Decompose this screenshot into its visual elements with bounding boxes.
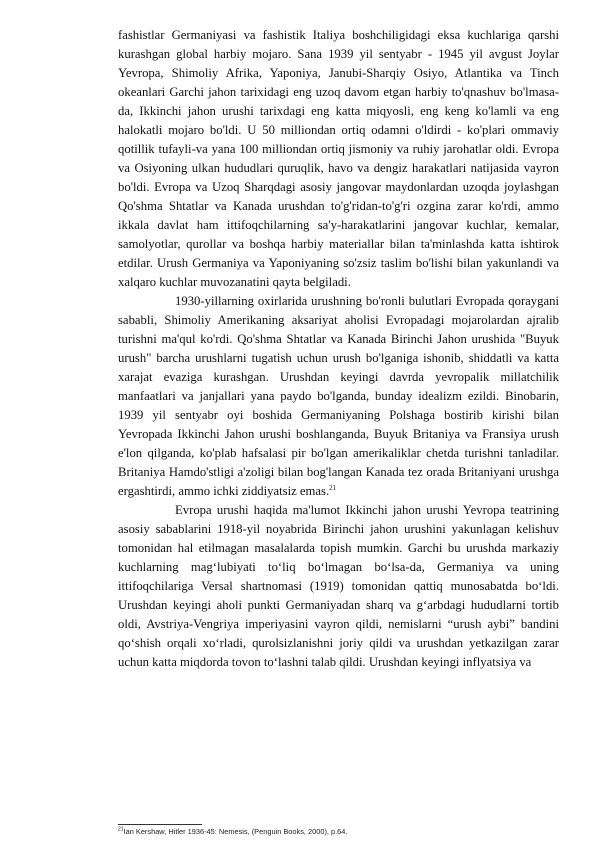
footnote-text: Ian Kershaw, Hitler 1936-45: Nemesis, (Penguin Books, 2000), p.64.: [123, 827, 348, 836]
document-body: [118, 26, 559, 672]
footnote-reference[interactable]: 21: [329, 483, 337, 492]
paragraph-wwii-overview: [118, 26, 559, 292]
paragraph-european-war-causes: [118, 501, 559, 672]
footnote: [118, 827, 559, 837]
paragraph-text: fashistlar Germaniyasi va fashistik Italiya boshchiligidagi eksa kuchlariga qarshi kurashgan global harbiy mojaro. Sana 1939 yil sentyabr - 1945 yil avgust Joylar Yevropa, Shimoliy Afrika, Yaponiya, Janubi-Sharqiy Osiyo, Atlantika va Tinch okeanlari Garchi jahon tarixidagi eng uzoq davom etgan harbiy to'qnashuv bo'lmasa-da, Ikkinchi jahon urushi tarixdagi eng katta miqyosli, eng keng ko'lamli va eng halokatli mojaro bo'ldi. U 50 milliondan ortiq odamni o'ldirdi - ko'plari ommaviy qotillik tufayli-va yana 100 milliondan ortiq jismoniy va ruhiy jarohatlar oldi. Evropa va Osiyoning ulkan hududlari quruqlik, havo va dengiz harakatlari natijasida vayron bo'ldi. Evropa va Uzoq Sharqdagi asosiy jangovar maydonlardan uzoqda joylashgan Qo'shma Shtatlar va Kanada urushdan to'g'ridan-to'g'ri ozgina zarar ko'rdi, ammo ikkala davlat ham ittifoqchilarning sa'y-harakatlarini jangovar kuchlar, kemalar, samolyotlar, qurollar va boshqa harbiy materiallar bilan ta'minlashda katta ishtirok etdilar. Urush Germaniya va Yaponiyaning so'zsiz taslim bo'lishi bilan yakunlandi va xalqaro kuchlar muvozanatini qayta belgiladi.: [118, 28, 559, 289]
paragraph-text: 1930-yillarning oxirlarida urushning bo'ronli bulutlari Evropada qoraygani sababli, Shimoliy Amerikaning aksariyat aholisi Evropadagi mojarolardan ajralib turishni ma'qul ko'rdi. Qo'shma Shtatlar va Kanada Birinchi Jahon urushida "Buyuk urush" barcha urushlarni tugatish uchun urush bo'lganiga ishonib, shiddatli va katta xarajat evaziga kurashgan. Urushdan keyingi davrda yevropalik millatchilik manfaatlari va janjallari yana paydo bo'lganda, bunday idealizm ezildi. Binobarin, 1939 yil sentyabr oyi boshida Germaniyaning Polshaga bostirib kirishi bilan Yevropada Ikkinchi Jahon urushi boshlanganda, Buyuk Britaniya va Fransiya urush e'lon qilganda, ko'plab hafsalasi pir bo'lgan amerikaliklar chetda turishni tanladilar. Britaniya Hamdo'stligi a'zoligi bilan bog'langan Kanada tez orada Britaniyani urushga ergashtirdi, ammo ichki ziddiyatsiz emas.: [118, 294, 559, 498]
paragraph-text: Evropa urushi haqida ma'lumot Ikkinchi jahon urushi Yevropa teatrining asosiy sabablarini 1918-yil noyabrida Birinchi jahon urushini yakunlagan kelishuv tomonidan hal etilmagan masalalarda topish mumkin. Garchi bu urushda markaziy kuchlarning mag‘lubiyati to‘liq bo‘lmagan bo‘lsa-da, Germaniya va uning ittifoqchilariga Versal shartnomasi (1919) tomonidan qattiq munosabatda bo‘ldi. Urushdan keyingi aholi punkti Germaniyadan sharq va g‘arbdagi hududlarni tortib oldi, Avstriya-Vengriya imperiyasini vayron qildi, nemislarni “urush aybi” bandini qo‘shish orqali xo‘rladi, qurolsizlanishni joriy qildi va urushdan yetkazilgan zarar uchun katta miqdorda tovon to‘lashni talab qildi. Urushdan keyingi inflyatsiya va: [118, 503, 559, 669]
footnote-divider: [118, 824, 202, 825]
footnote-number: 21: [118, 826, 124, 833]
paragraph-north-america-isolation: [118, 292, 559, 501]
